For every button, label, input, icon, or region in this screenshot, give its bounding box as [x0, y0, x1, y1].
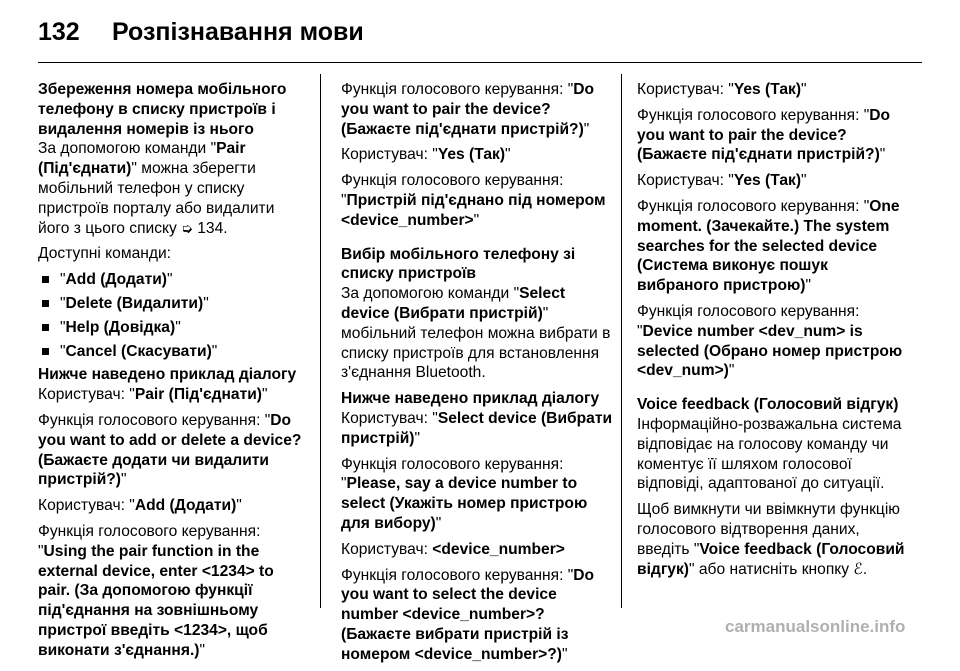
dialog-line: Користувач: "Yes (Так)" — [637, 81, 807, 98]
list-item: "Delete (Видалити)" — [38, 294, 308, 314]
column-1 — [38, 80, 308, 667]
dialog-line: Функція голосового керування: "Do you want to pair the device? (Бажаєте під'єднати пристрій?)" — [341, 81, 595, 138]
dialog-line: Функція голосового керування: "Do you want to add or delete a device? (Бажаєте додати чи видалити пристрій?)" — [38, 411, 302, 489]
dialog-line: Функція голосового керування: "One moment. (Зачекайте.) The system searches for the selected device (Система виконує пошук вибраного пристрою)" — [637, 197, 900, 295]
list-item: "Help (Довідка)" — [38, 318, 308, 338]
commands-list — [38, 270, 308, 361]
paragraph-voice-toggle: Щоб вимкнути чи ввімкнути функцію голосового відтворення даних, введіть "Voice feedback (Голосовий відгук)" або натисніть кнопку ℰ. — [637, 501, 905, 578]
column-divider — [320, 74, 321, 608]
column-divider — [621, 74, 622, 608]
arrow-reference-icon: ➭ — [181, 219, 193, 236]
dialog-line: Користувач: "Yes (Так)" — [341, 146, 511, 164]
dialog-line: Користувач: "Pair (Під'єднати)" — [38, 386, 268, 404]
list-item: "Add (Додати)" — [38, 270, 308, 290]
column-2 — [341, 80, 613, 671]
dialog-line: Користувач: "Yes (Так)" — [637, 172, 807, 190]
dialog-line: Користувач: "Add (Додати)" — [38, 497, 242, 515]
dialog-line: Функція голосового керування: "Using the pair function in the external device, enter <1234> to pair. (За допомогою функції під'єднання на зовнішньому пристрої введіть <1234>, щоб виконати з'єднання.)" — [38, 522, 274, 659]
section-title-voice-feedback: Voice feedback (Голосовий відгук) — [637, 396, 899, 414]
page-number: 132 — [38, 18, 80, 46]
commands-label: Доступні команди: — [38, 245, 171, 263]
dialog-line: Функція голосового керування: "Пристрій під'єднано під номером <device_number>" — [341, 172, 606, 229]
section-title-select-phone: Вибір мобільного телефону зі списку пристроїв — [341, 245, 576, 283]
dialog-line: Користувач: <device_number> — [341, 540, 565, 558]
dialog-line: Функція голосового керування: "Do you want to select the device number <device_number>? (Бажаєте вибрати пристрій із номером <device_number>?)" — [341, 566, 595, 663]
paragraph-pair-intro: За допомогою команди "Pair (Під'єднати)" можна зберегти мобільний телефон у списку пристроїв порталу або видалити його з цього списку ➭ 134. — [38, 140, 275, 237]
column-3 — [637, 80, 909, 585]
example-dialog-title: Нижче наведено приклад діалогу — [341, 390, 600, 408]
page-title: Розпізнавання мови — [112, 18, 364, 46]
example-dialog-title: Нижче наведено приклад діалогу — [38, 366, 297, 384]
dialog-line: Функція голосового керування: "Please, say a device number to select (Укажіть номер пристрою для вибору)" — [341, 455, 588, 532]
header-divider — [38, 62, 922, 63]
paragraph-voice-feedback: Інформаційно-розважальна система відповідає на голосову команду чи коментує її шляхом голосової відповіді, адаптованої до ситуації. — [637, 415, 902, 493]
list-item: "Cancel (Скасувати)" — [38, 342, 308, 362]
dialog-line: Функція голосового керування: "Do you want to pair the device? (Бажаєте під'єднати пристрій?)" — [637, 106, 891, 164]
dialog-line: Функція голосового керування: "Device number <dev_num> is selected (Обрано номер пристрою <dev_num>)" — [637, 302, 903, 380]
voice-button-icon: ℰ — [853, 560, 863, 578]
section-title-save-phone: Збереження номера мобільного телефону в списку пристроїв і видалення номерів із нього — [38, 81, 287, 138]
dialog-line: Користувач: "Select device (Вибрати пристрій)" — [341, 409, 613, 447]
watermark: carmanualsonline.info — [725, 617, 906, 636]
paragraph-select-intro: За допомогою команди "Select device (Вибрати пристрій)" мобільний телефон можна вибрати в списку пристроїв для встановлення з'єднання Bluetooth. — [341, 285, 611, 382]
